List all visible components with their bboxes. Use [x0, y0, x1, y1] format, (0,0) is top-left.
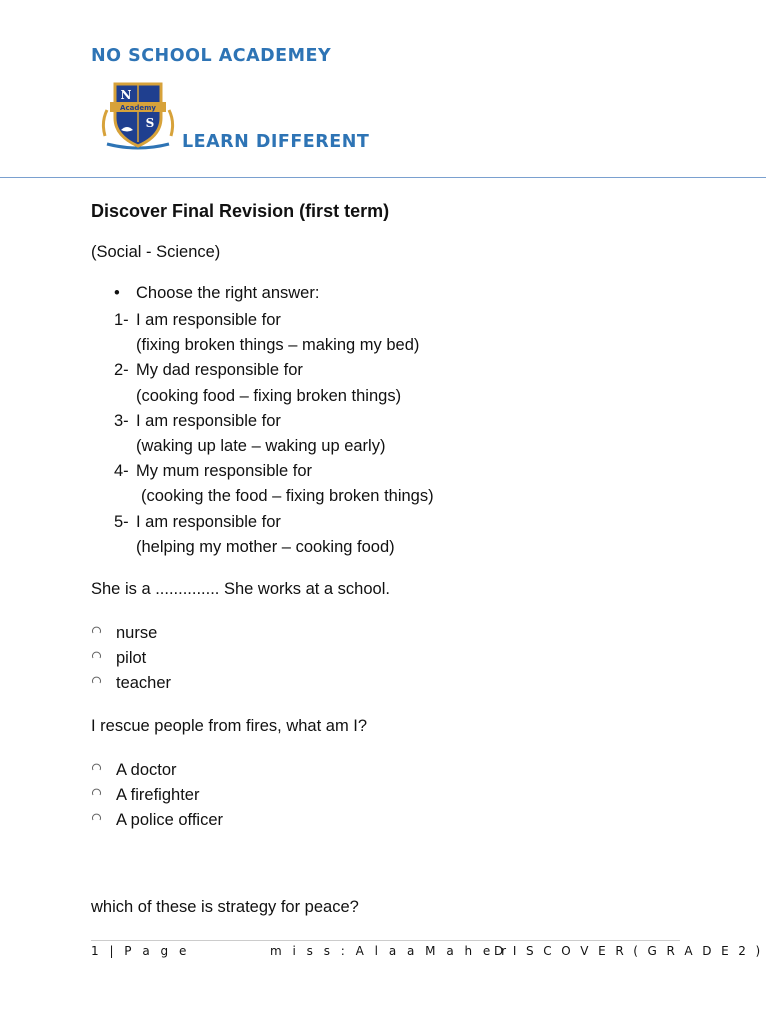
question-text: My dad responsible for	[136, 361, 303, 380]
choice-police-officer[interactable]	[91, 808, 223, 833]
question-3	[114, 409, 434, 434]
bullet-icon: •	[114, 284, 120, 302]
instruction	[114, 284, 319, 303]
school-name: NO SCHOOL ACADEMEY	[91, 46, 332, 66]
footer-author: m i s s : A l a a M a h e r	[270, 944, 510, 958]
question-1	[114, 308, 434, 333]
choice-doctor[interactable]	[91, 758, 223, 783]
question-4	[114, 459, 434, 484]
question-2	[114, 358, 434, 383]
choice-label: teacher	[116, 674, 172, 692]
question-4-options: (cooking the food – fixing broken things)	[141, 487, 434, 506]
question-number: 1-	[114, 311, 129, 329]
question-text: I am responsible for	[136, 311, 281, 329]
question-number: 4-	[114, 462, 129, 481]
question-number: 5-	[114, 512, 129, 531]
radio-icon[interactable]	[91, 762, 102, 773]
question-7-choices	[91, 758, 223, 833]
choice-label: A police officer	[116, 811, 224, 829]
logo-letter-s: S	[145, 116, 155, 130]
question-text: My mum responsible for	[136, 462, 313, 481]
radio-icon[interactable]	[91, 812, 102, 823]
document-title: Discover Final Revision (first term)	[91, 201, 390, 221]
instruction-text: Choose the right answer:	[136, 284, 320, 302]
choice-label: A doctor	[116, 761, 177, 779]
question-6-choices	[91, 621, 171, 696]
question-6-text: She is a .............. She works at a school.	[91, 580, 390, 598]
choice-label: nurse	[116, 624, 158, 642]
choice-teacher[interactable]	[91, 671, 171, 696]
question-text: I am responsible for	[136, 411, 281, 430]
choice-label: pilot	[116, 649, 147, 667]
choice-label: A firefighter	[116, 786, 200, 804]
question-5-options: (helping my mother – cooking food)	[136, 537, 395, 556]
choice-pilot[interactable]	[91, 646, 171, 671]
footer-page-number: 1 | P a g e	[91, 944, 190, 958]
question-number: 3-	[114, 411, 129, 430]
question-7-text: I rescue people from fires, what am I?	[91, 717, 368, 735]
footer-divider	[91, 940, 680, 941]
question-8-text: which of these is strategy for peace?	[91, 898, 359, 916]
choice-firefighter[interactable]	[91, 783, 223, 808]
question-2-options: (cooking food – fixing broken things)	[136, 386, 402, 405]
radio-icon[interactable]	[91, 787, 102, 798]
radio-icon[interactable]	[91, 625, 102, 636]
question-1-options: (fixing broken things – making my bed)	[136, 336, 420, 355]
academy-logo	[97, 78, 179, 150]
header-divider	[0, 177, 766, 178]
logo-letter-n: N	[120, 88, 132, 102]
question-list	[114, 308, 434, 560]
footer-course: D I S C O V E R ( G R A D E 2 )	[494, 944, 764, 958]
choice-nurse[interactable]	[91, 621, 171, 646]
logo-banner-text: Academy	[120, 104, 156, 112]
radio-icon[interactable]	[91, 675, 102, 686]
question-text: I am responsible for	[136, 512, 281, 531]
question-5	[114, 510, 434, 535]
subject-label: (Social - Science)	[91, 243, 221, 261]
tagline: LEARN DIFFERENT	[182, 132, 370, 152]
radio-icon[interactable]	[91, 650, 102, 661]
question-3-options: (waking up late – waking up early)	[136, 437, 386, 456]
question-number: 2-	[114, 361, 129, 380]
